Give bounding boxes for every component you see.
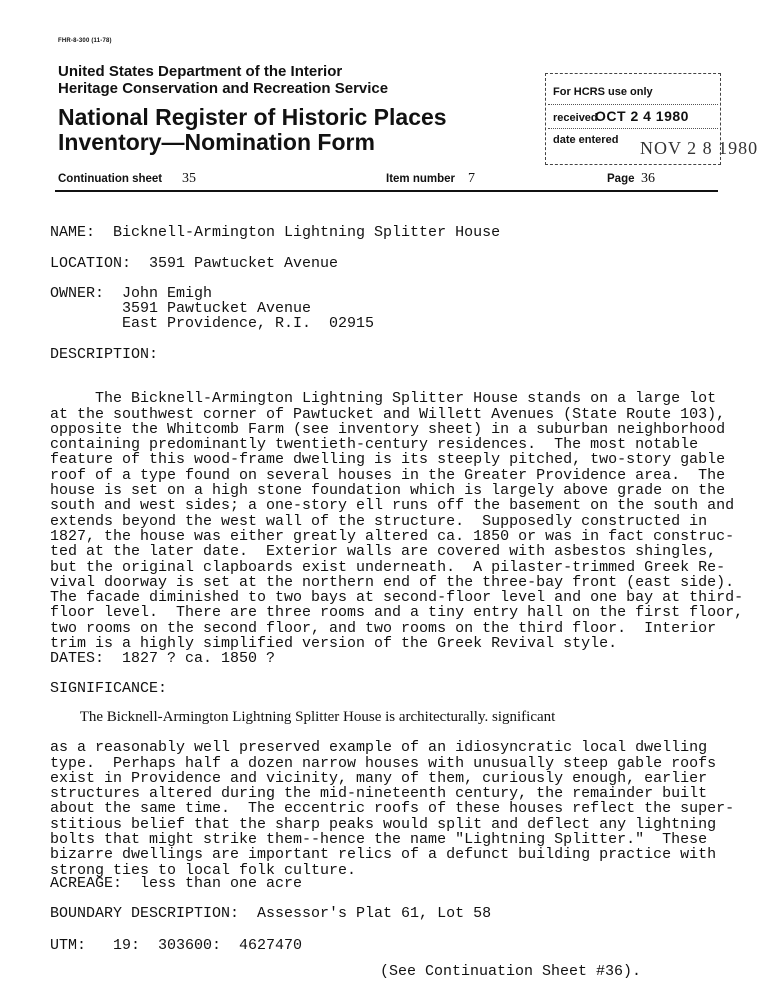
description-line: vival doorway is set at the northern end of the three-bay front (east side). (50, 573, 735, 591)
form-title: National Register of Historic Places (58, 104, 447, 130)
description-line: extends beyond the west wall of the structure. Supposedly constructed in (50, 512, 708, 530)
description-line: ted at the later date. Exterior walls are covered with asbestos shingles, (50, 543, 717, 561)
received-date-stamp: OCT 2 4 1980 (595, 108, 689, 124)
service-name: Heritage Conservation and Recreation Service (58, 80, 389, 97)
description-line: containing predominantly twentieth-century residences. The most notable (50, 436, 699, 454)
significance-line: as a reasonably well preserved example of an idiosyncratic local dwelling (50, 739, 708, 757)
description-line: trim is a highly simplified version of the Greek Revival style. (50, 635, 618, 653)
form-code: FHR-8-300 (11-78) (58, 38, 112, 44)
description-line: feature of this wood-frame dwelling is its steeply pitched, two-story gable (50, 451, 726, 469)
description-line: south and west sides; a one-story ell runs off the basement on the south and (50, 497, 735, 515)
location-field: LOCATION: 3591 Pawtucket Avenue (50, 255, 339, 272)
page-number-value: 36 (641, 171, 655, 186)
significance-line: bolts that might strike them--hence the name "Lightning Splitter." These (50, 831, 708, 849)
significance-line: exist in Providence and vicinity, many of them, curiously enough, earlier (50, 769, 708, 787)
form-subtitle: Inventory—Nomination Form (58, 129, 375, 155)
significance-line: about the same time. The eccentric roofs of these houses reflect the super- (50, 800, 735, 818)
utm-field: UTM: 19: 303600: 4627470 (50, 937, 303, 954)
description-heading: DESCRIPTION: (50, 346, 159, 363)
description-line: The facade diminished to two bays at second-floor level and one bay at third- (50, 589, 744, 607)
description-line: opposite the Whitcomb Farm (see inventory sheet) in a suburban neighborhood (50, 420, 726, 438)
significance-line: strong ties to local folk culture. (50, 861, 357, 879)
owner-line: East Providence, R.I. 02915 (50, 315, 375, 332)
continuation-sheet-label: Continuation sheet (58, 173, 163, 185)
description-line: at the southwest corner of Pawtucket and Willett Avenues (State Route 103), (50, 405, 726, 423)
date-entered-stamp: NOV 2 8 1980 (640, 138, 759, 158)
significance-text (50, 725, 740, 893)
description-line: two rooms on the second floor, and two rooms on the third floor. Interior (50, 619, 717, 637)
continuation-sheet-value: 35 (182, 171, 196, 186)
significance-first-line: The Bicknell-Armington Lightning Splitter House is architecturally. significant (50, 709, 556, 725)
hcrs-divider (548, 128, 718, 129)
item-number-value: 7 (468, 171, 475, 186)
significance-line: stitious belief that the sharp peaks would split and deflect any lightning (50, 815, 717, 833)
description-line: The Bicknell-Armington Lightning Splitter House stands on a large lot (50, 390, 717, 408)
owner-line: OWNER: John Emigh (50, 285, 213, 302)
significance-line: bizarre dwellings are important relics of a defunct building practice with (50, 846, 717, 864)
continuation-note: (See Continuation Sheet #36). (380, 963, 642, 980)
hcrs-divider (548, 104, 718, 105)
name-field: NAME: Bicknell-Armington Lightning Splitter House (50, 224, 501, 241)
owner-line: 3591 Pawtucket Avenue (50, 300, 312, 317)
significance-line: structures altered during the mid-nineteenth century, the remainder built (50, 785, 708, 803)
description-line: roof of a type found on several houses in the Greater Providence area. The (50, 466, 726, 484)
significance-heading: SIGNIFICANCE: (50, 680, 168, 697)
page-label: Page (607, 173, 635, 185)
date-entered-label: date entered (553, 134, 619, 146)
description-line: but the original clapboards exist underneath. A pilaster-trimmed Greek Re- (50, 558, 726, 576)
acreage-field: ACREAGE: less than one acre (50, 875, 303, 892)
hcrs-label: For HCRS use only (553, 86, 653, 98)
significance-line: type. Perhaps half a dozen narrow houses with unusually steep gable roofs (50, 754, 717, 772)
header-rule (55, 190, 718, 192)
boundary-description-field: BOUNDARY DESCRIPTION: Assessor's Plat 61, Lot 58 (50, 905, 492, 922)
description-line: 1827, the house was either greatly altered ca. 1850 or was in fact construc- (50, 527, 735, 545)
received-label: received (553, 112, 598, 124)
description-line: floor level. There are three rooms and a tiny entry hall on the first floor, (50, 604, 744, 622)
description-line: house is set on a high stone foundation which is largely above grade on the (50, 482, 726, 500)
agency-name: United States Department of the Interior (58, 63, 343, 80)
description-text (50, 376, 744, 667)
item-number-label: Item number (386, 173, 456, 185)
dates-field: DATES: 1827 ? ca. 1850 ? (50, 650, 276, 667)
